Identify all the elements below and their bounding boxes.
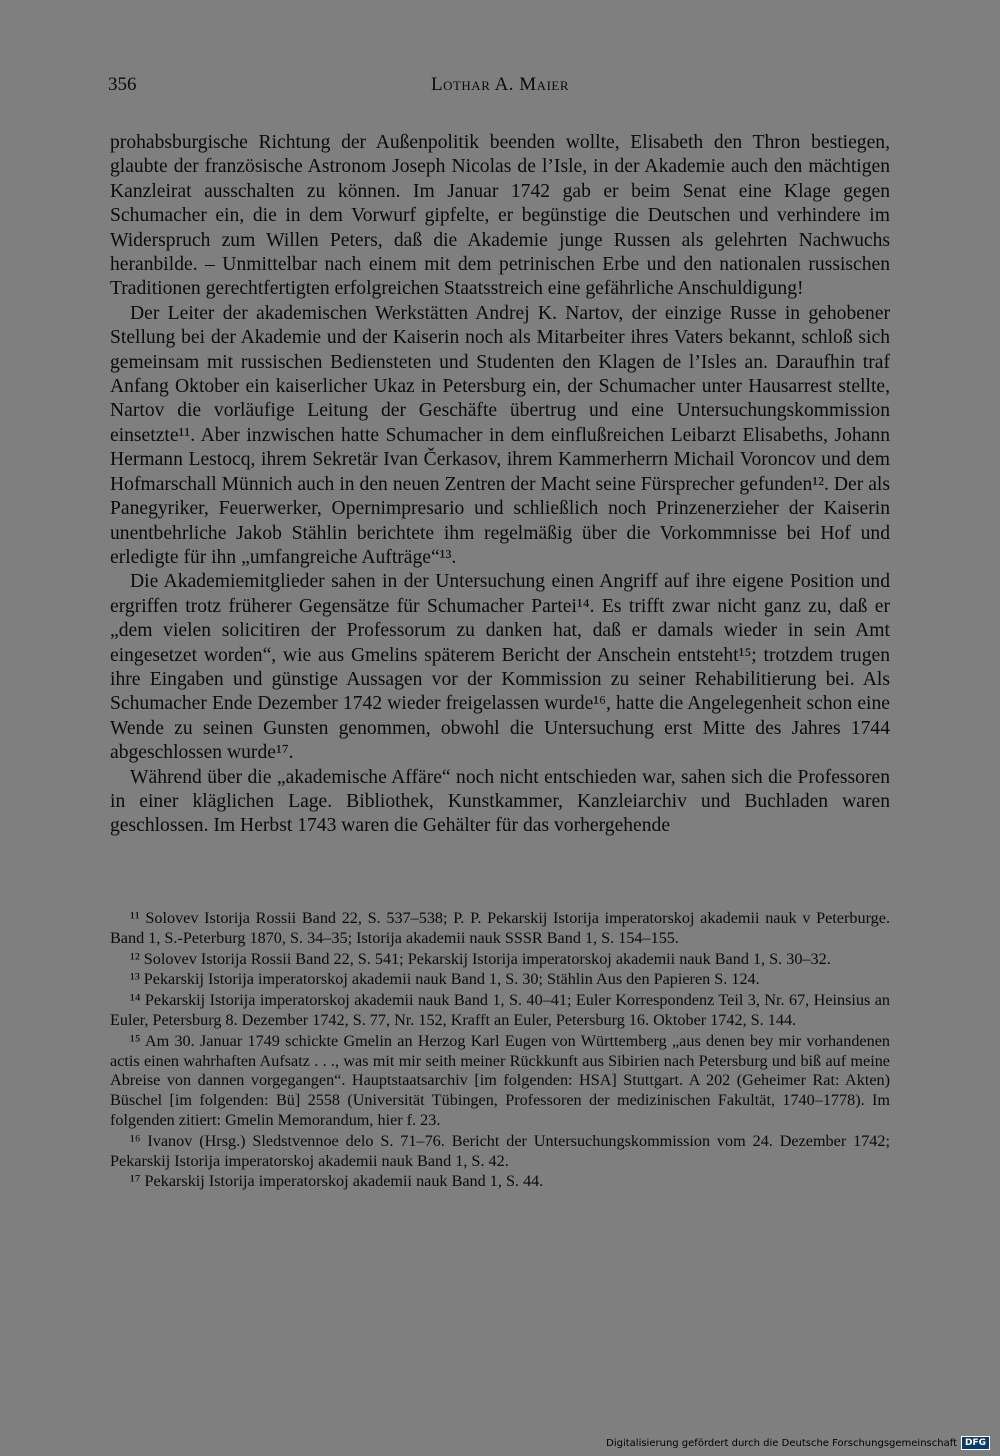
footnotes bbox=[110, 909, 890, 1193]
paragraph: Der Leiter der akademischen Werkstätten Andrej K. Nartov, der einzige Russe in gehobener Stellung bei der Akademie und der Kaiserin noch als Mitarbeiter ihres Vaters bekannt, schloß sich gemeinsam mit russischen Bediensteten und Studenten den Klagen de l’Isles an. Daraufhin traf Anfang Oktober ein kaiserlicher Ukaz in Petersburg ein, der Schumacher unter Hausarrest stellte, Nartov die vorläufige Leitung der Geschäfte übertrug und eine Untersuchungskommission einsetzte¹¹. Aber inzwischen hatte Schumacher in dem einflußreichen Leibarzt Elisabeths, Johann Hermann Lestocq, ihrem Sekretär Ivan Čerkasov, ihrem Kammerherrn Michail Voroncov und dem Hofmarschall Münnich auch in den neuen Zentren der Macht seine Fürsprecher gefunden¹². Der als Panegyriker, Feuerwerker, Opernimpresario und schließlich noch Prinzenerzieher der Kaiserin unentbehrliche Jakob Stählin berichtete ihm regelmäßig über die Vorkommnisse bei Hof und erledigte für ihn „umfangreiche Aufträge“¹³. bbox=[110, 302, 890, 568]
page-header bbox=[108, 74, 892, 104]
footnote: ¹⁶ Ivanov (Hrsg.) Sledstvennoe delo S. 71–76. Bericht der Untersuchungskommission vom 24. Dezember 1742; Pekarskij Istorija imperatorskoj akademii nauk Band 1, S. 42. bbox=[110, 1131, 890, 1170]
dfg-logo: DFG bbox=[961, 1436, 990, 1450]
footnote: ¹³ Pekarskij Istorija imperatorskoj akademii nauk Band 1, S. 30; Stählin Aus den Papieren S. 124. bbox=[130, 970, 760, 989]
footnote: ¹⁷ Pekarskij Istorija imperatorskoj akademii nauk Band 1, S. 44. bbox=[130, 1172, 544, 1191]
footnote: ¹⁴ Pekarskij Istorija imperatorskoj akademii nauk Band 1, S. 40–41; Euler Korrespondenz Teil 3, Nr. 67, Heinsius an Euler, Petersburg 8. Dezember 1742, S. 77, Nr. 152, Krafft an Euler, Petersburg 16. Oktober 1742, S. 144. bbox=[110, 991, 890, 1029]
footnote: ¹⁵ Am 30. Januar 1749 schickte Gmelin an Herzog Karl Eugen von Württemberg „aus denen bey mir vorhandenen actis einen wahrhaften Aufsatz . . ., was mit mir seith meiner Rückkunft aus Sibirien nach Petersburg und biß auf meine Abreise von dannen vorgegangen“. Hauptstaatsarchiv [im folgenden: HSA] Stuttgart. A 202 (Geheimer Rat: Akten) Büschel [im folgenden: Bü] 2558 (Universität Tübingen, Professoren der medizinischen Fakultät, 1740–1778). Im folgenden zitiert: Gmelin Memorandum, hier f. 23. bbox=[110, 1031, 890, 1129]
page-number: 356 bbox=[108, 74, 137, 95]
digitization-footer bbox=[606, 1436, 990, 1450]
paragraph: Die Akademiemitglieder sahen in der Untersuchung einen Angriff auf ihre eigene Position und ergriffen trotz früherer Gegensätze für Schumacher Partei¹⁴. Es trifft zwar nicht ganz zu, daß er „dem vielen solicitiren der Professorum zu danken hat, daß er damals wieder in sein Amt eingesetzet worden“, wie aus Gmelins späterem Bericht der Anschein entsteht¹⁵; trotzdem trugen ihre Eingaben und günstige Aussagen vor der Kommission zu seiner Rehabilitierung bei. Als Schumacher Ende Dezember 1742 wieder freigelassen wurde¹⁶, hatte die Angelegenheit schon eine Wende zu seinen Gunsten genommen, obwohl die Untersuchung erst Mitte des Jahres 1744 abgeschlossen wurde¹⁷. bbox=[110, 571, 890, 764]
paragraph: prohabsburgische Richtung der Außenpolitik beenden wollte, Elisabeth den Thron bestiegen, glaubte der französische Astronom Joseph Nicolas de l’Isle, in der Akademie auch den mächtigen Kanzleirat ausschalten zu können. Im Januar 1742 gab er beim Senat eine Klage gegen Schumacher ein, die in dem Vorwurf gipfelte, er begünstige die Deutschen und verhindere im Widerspruch zum Willen Peters, daß die Akademie junge Russen als gelehrten Nachwuchs heranbilde. – Unmittelbar nach einem mit dem petrinischen Erbe und den nationalen russischen Traditionen gerechtfertigten erfolgreichen Staatsstreich eine gefährliche Anschuldigung! bbox=[110, 132, 890, 300]
paragraph: Während über die „akademische Affäre“ noch nicht entschieden war, sahen sich die Professoren in einer kläglichen Lage. Bibliothek, Kunstkammer, Kanzleiarchiv und Buchladen waren geschlossen. Im Herbst 1743 waren die Gehälter für das vorhergehende bbox=[110, 766, 890, 837]
footnote: ¹¹ Solovev Istorija Rossii Band 22, S. 537–538; P. P. Pekarskij Istorija imperatorskoj akademii nauk v Peterburge. Band 1, S.-Peterburg 1870, S. 34–35; Istorija akademii nauk SSSR Band 1, S. 154–155. bbox=[110, 909, 890, 947]
footnote: ¹² Solovev Istorija Rossii Band 22, S. 541; Pekarskij Istorija imperatorskoj akademii nauk Band 1, S. 30–32. bbox=[130, 949, 831, 968]
main-text bbox=[110, 131, 890, 839]
footer-text: Digitalisierung gefördert durch die Deutsche Forschungsgemeinschaft bbox=[606, 1437, 957, 1449]
running-head: Lothar A. Maier bbox=[430, 74, 570, 95]
